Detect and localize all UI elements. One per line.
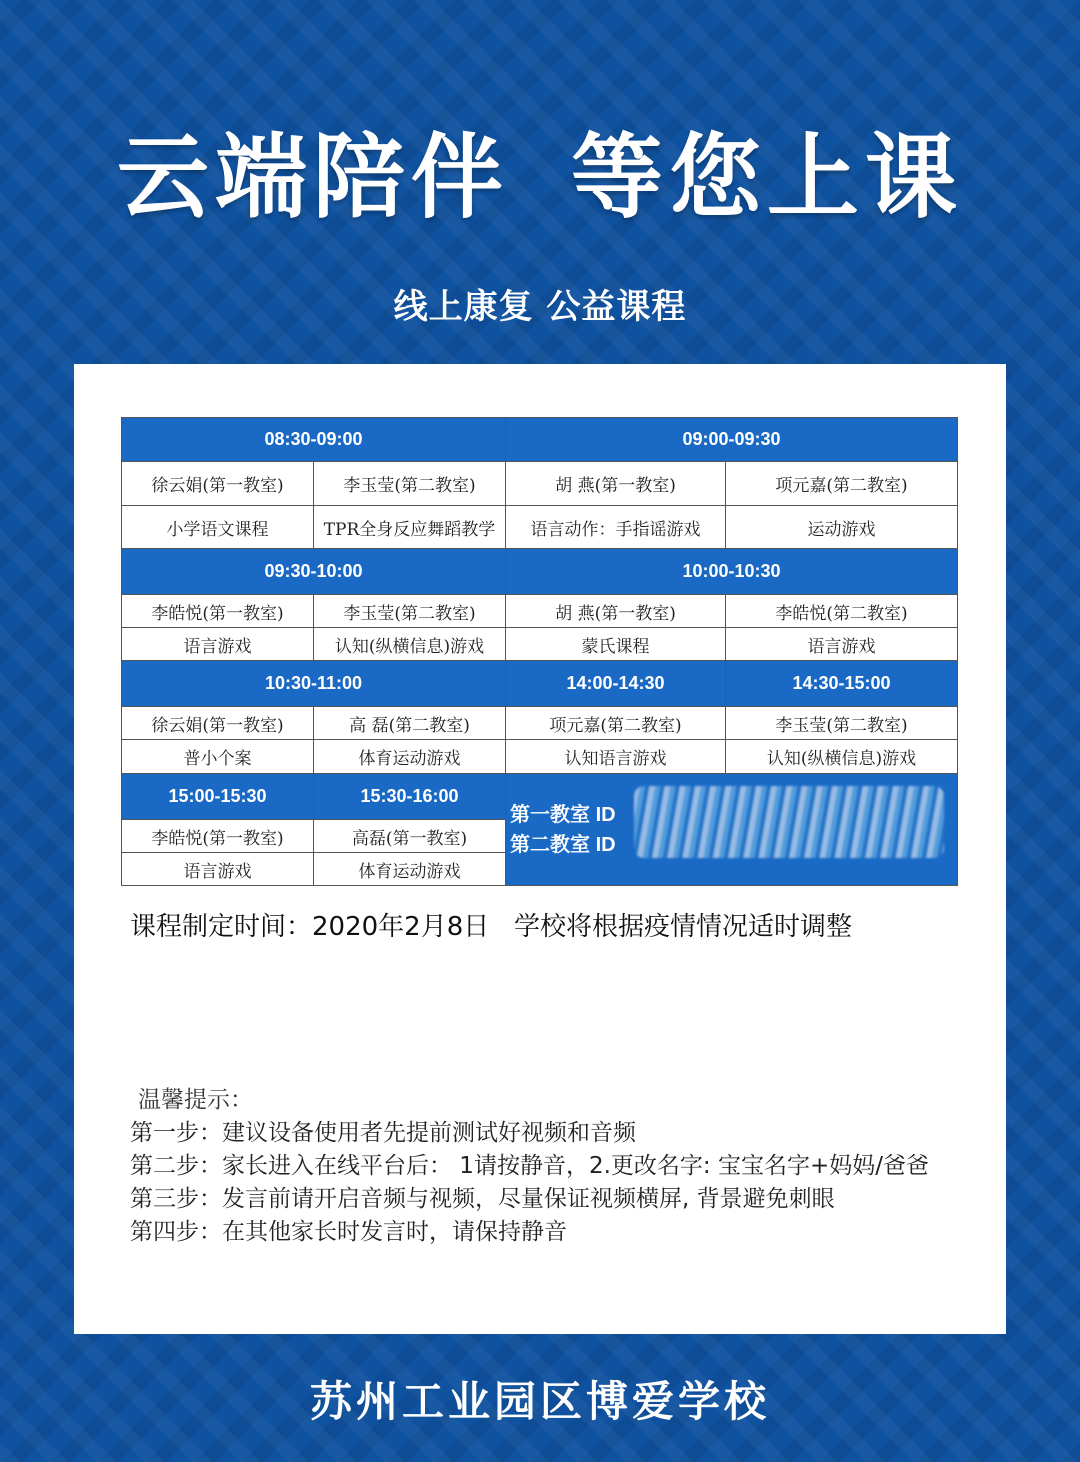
tip-step: 第二步：家长进入在线平台后： 1请按静音，2.更改名字: 宝宝名字+妈妈/爸爸: [130, 1153, 929, 1179]
time-slot-header: 15:30-16:00: [314, 774, 506, 820]
course-cell: 小学语文课程: [122, 506, 314, 549]
teacher-cell: 徐云娟(第一教室): [122, 462, 314, 506]
course-cell: 体育运动游戏: [314, 740, 506, 774]
time-slot-header: 10:30-11:00: [122, 661, 506, 707]
teacher-cell: 项元嘉(第二教室): [506, 707, 726, 740]
time-slot-header: 14:00-14:30: [506, 661, 726, 707]
tip-step: 第三步：发言前请开启音频与视频，尽量保证视频横屏, 背景避免刺眼: [130, 1186, 835, 1212]
classroom-id-box: [506, 774, 958, 886]
teacher-cell: 高磊(第一教室): [314, 820, 506, 853]
teacher-cell: 李玉莹(第二教室): [314, 462, 506, 506]
tip-step: 第一步：建议设备使用者先提前测试好视频和音频: [130, 1120, 636, 1146]
course-cell: 语言游戏: [122, 628, 314, 661]
course-cell: 认知(纵横信息)游戏: [726, 740, 958, 774]
teacher-cell: 李皓悦(第二教室): [726, 595, 958, 628]
teacher-cell: 高 磊(第二教室): [314, 707, 506, 740]
teacher-cell: 李皓悦(第一教室): [122, 595, 314, 628]
course-cell: TPR全身反应舞蹈教学: [314, 506, 506, 549]
course-cell: 认知语言游戏: [506, 740, 726, 774]
course-cell: 普小个案: [122, 740, 314, 774]
time-slot-header: 15:00-15:30: [122, 774, 314, 820]
course-cell: 认知(纵横信息)游戏: [314, 628, 506, 661]
teacher-cell: 胡 燕(第一教室): [506, 462, 726, 506]
time-slot-header: 09:30-10:00: [122, 549, 506, 595]
teacher-cell: 李玉莹(第二教室): [726, 707, 958, 740]
time-slot-header: 14:30-15:00: [726, 661, 958, 707]
course-cell: 语言游戏: [726, 628, 958, 661]
course-cell: 蒙氏课程: [506, 628, 726, 661]
schedule-card: [74, 364, 1006, 1334]
tips-title: 温馨提示：: [138, 1087, 253, 1113]
time-slot-header: 09:00-09:30: [506, 418, 958, 462]
teacher-cell: 胡 燕(第一教室): [506, 595, 726, 628]
teacher-cell: 徐云娟(第一教室): [122, 707, 314, 740]
course-cell: 语言动作：手指谣游戏: [506, 506, 726, 549]
tips-section: [130, 1084, 929, 1249]
room1-id-label: 第一教室 ID: [510, 803, 616, 826]
main-title: 云端陪伴 等您上课: [116, 124, 964, 231]
schedule-date-note: 课程制定时间：2020年2月8日 学校将根据疫情情况适时调整: [130, 912, 853, 942]
teacher-cell: 项元嘉(第二教室): [726, 462, 958, 506]
subtitle: 线上康复 公益课程: [393, 287, 687, 327]
teacher-cell: 李皓悦(第一教室): [122, 820, 314, 853]
redaction-scribble: [634, 786, 944, 858]
course-cell: 语言游戏: [122, 853, 314, 886]
teacher-cell: 李玉莹(第二教室): [314, 595, 506, 628]
time-slot-header: 10:00-10:30: [506, 549, 958, 595]
course-cell: 体育运动游戏: [314, 853, 506, 886]
tip-step: 第四步：在其他家长时发言时，请保持静音: [130, 1219, 567, 1245]
school-name: 苏州工业园区博爱学校: [309, 1377, 770, 1426]
schedule-table: [121, 417, 958, 886]
course-cell: 运动游戏: [726, 506, 958, 549]
room2-id-label: 第二教室 ID: [510, 833, 616, 856]
time-slot-header: 08:30-09:00: [122, 418, 506, 462]
